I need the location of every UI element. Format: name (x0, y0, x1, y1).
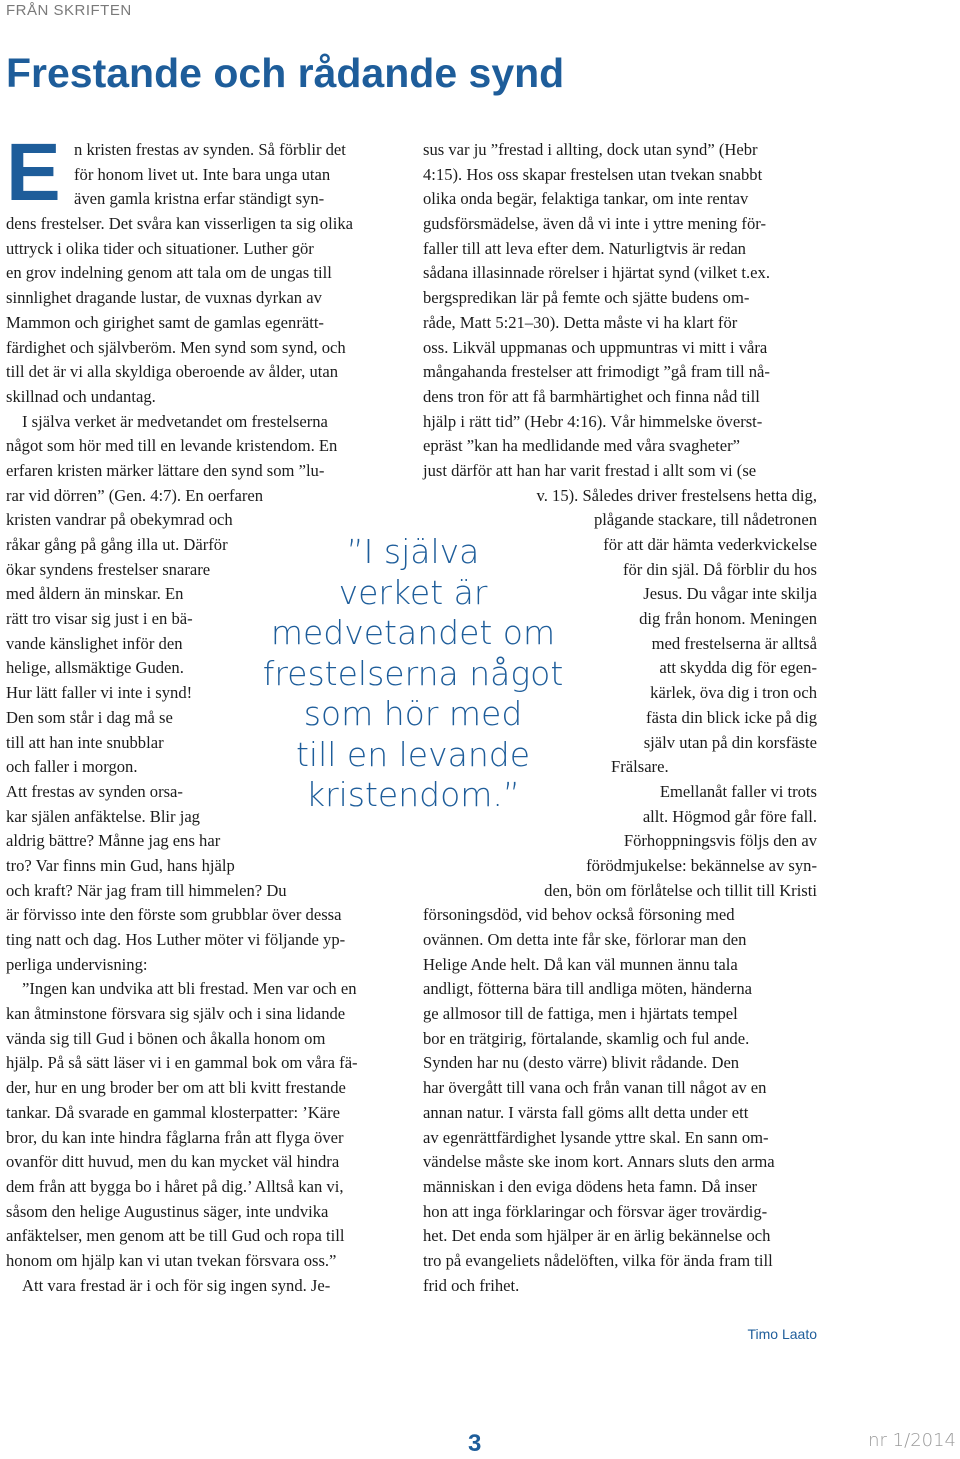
text-line: n kristen frestas av synden. Så förblir det (74, 140, 346, 159)
text-line: har övergått till vana och från vanan till något av en (423, 1078, 767, 1098)
text-line: ge allmosor till de fattiga, men i hjärtats tempel (423, 1004, 738, 1024)
text-line: kristen vandrar på obekymrad och (6, 510, 233, 530)
text-line: ovännen. Om detta inte får ske, förlorar man den (423, 930, 747, 949)
pull-quote-line: ”I själva (346, 532, 480, 571)
text-line: mångahanda frestelser att frimodigt ”gå fram till nå- (423, 362, 770, 382)
text-line: rätt tro visar sig just i en bä- (6, 609, 193, 629)
pull-quote (240, 532, 586, 816)
text-line: bor en trätgirig, förtalande, skamlig och ful ande. (423, 1028, 750, 1048)
text-line: Att frestas av synden orsa- (6, 781, 183, 801)
text-line: vändelse måste ske inom kort. Annars sluts den arma (423, 1152, 775, 1172)
pull-quote-line: verket är (338, 572, 488, 612)
text-line: Hur lätt faller vi inte i synd! (6, 683, 193, 703)
text-line: ting natt och dag. Hos Luther möter vi följande yp- (6, 930, 346, 949)
text-line: råkar gång på gång illa ut. Därför (6, 535, 228, 554)
text-line: den, bön om förlåtelse och tillit till Kristi (544, 880, 817, 900)
text-line: vande känslighet inför den (6, 633, 183, 653)
text-line: med åldern än minskar. En (6, 584, 184, 604)
text-line: dens tron för att få barmhärtighet och finna nåd till (423, 386, 760, 406)
pull-quote-line: som hör med (303, 694, 523, 733)
text-line: aldrig bättre? Månne jag ens har (6, 831, 221, 851)
text-line: med frestelserna är alltså (651, 633, 817, 653)
text-line: förödmjukelse: bekännelse av syn- (586, 855, 817, 875)
text-line: dens frestelser. Det svåra kan visserligen ta sig olika (6, 214, 353, 234)
text-line: själv utan på din korsfäste (643, 732, 817, 752)
text-line: ovanför ditt huvud, men du kan mycket väl hindra (6, 1152, 340, 1172)
text-line: Frälsare. (611, 757, 669, 777)
text-line: hjälp. På så sätt läser vi i en gammal bok om våra fä- (6, 1053, 358, 1073)
text-line: rar vid dörren” (Gen. 4:7). En oerfaren (6, 485, 264, 505)
text-line: helige, allsmäktige Guden. (6, 658, 184, 678)
text-line: sådana illasinnade rörelser i hjärtat synd (vilket t.ex. (423, 263, 770, 283)
text-line: råde, Matt 5:21–30). Detta måste vi ha klart för (423, 312, 738, 332)
page-number: 3 (468, 1430, 482, 1457)
text-line: bror, du kan inte hindra fåglarna från att flyga över (6, 1127, 344, 1147)
text-line: färdighet och självberöm. Men synd som synd, och (6, 337, 346, 357)
text-line: kärlek, öva dig i tron och (650, 683, 817, 703)
text-line: ökar syndens frestelser snarare (6, 559, 211, 579)
text-line: för din själ. Då förblir du hos (622, 559, 817, 579)
text-line: skillnad och undantag. (6, 386, 156, 406)
text-line: något som hör med till en levande kristendom. En (6, 436, 338, 456)
pull-quote-line: till en levande (295, 734, 531, 774)
text-line: tro? Var finns min Gud, hans hjälp (6, 855, 235, 875)
text-line: hon att inga förklaringar och försvar äger trovärdig- (423, 1201, 768, 1221)
text-line: tro på evangeliets nådelöften, vilka för ända fram till (423, 1250, 773, 1270)
text-line: faller till att leva efter dem. Naturligtvis är redan (423, 238, 746, 258)
issue-label: nr 1/2014 (868, 1430, 956, 1451)
text-line: hjälp i rätt tid” (Hebr 4:16). Vår himmelske överst- (423, 411, 763, 431)
text-line: försoningsdöd, vid behov också försoning med (423, 905, 735, 925)
text-line: kar själen anfäktelse. Blir jag (6, 806, 200, 826)
text-line: annan natur. I värsta fall göms allt detta under ett (423, 1102, 749, 1122)
text-line: plågande stackare, till nådetronen (594, 510, 817, 530)
author-byline: Timo Laato (747, 1326, 817, 1342)
text-line: Emellanåt faller vi trots (659, 781, 817, 801)
text-line: oss. Likväl uppmanas och uppmuntras vi mitt i våra (423, 337, 768, 357)
article-title: Frestande och rådande synd (6, 50, 565, 96)
text-line: olika onda begär, felaktiga tankar, om inte rentav (423, 189, 749, 209)
text-line: människan i den eviga dödens heta famn. Då inser (423, 1176, 758, 1196)
text-line: allt. Högmod går före fall. (642, 806, 817, 826)
text-line: till det är vi alla skyldiga oberoende av ålder, utan (6, 362, 339, 382)
text-line: en grov indelning genom att tala om de ungas till (6, 263, 332, 283)
pull-quote-line: frestelserna något (262, 653, 564, 693)
text-line: I själva verket är medvetandet om frestelserna (22, 411, 328, 431)
text-line: även gamla kristna erfar ständigt syn- (74, 189, 325, 209)
text-line: just därför att han har varit frestad i allt som vi (se (423, 460, 757, 480)
text-line: andligt, fötterna bära till andliga möten, händerna (423, 979, 752, 999)
text-line: såsom den helige Augustinus säger, inte undvika (6, 1201, 329, 1221)
text-line: Synden har nu (desto värre) blivit rådande. Den (423, 1053, 740, 1073)
section-label: FRÅN SKRIFTEN (6, 2, 132, 19)
text-line: är förvisso inte den förste som grubblar över dessa (6, 905, 342, 925)
text-line: Att vara frestad är i och för sig ingen synd. Je- (22, 1275, 331, 1295)
text-line: Förhoppningsvis följs den av (623, 831, 817, 851)
text-line: perliga undervisning: (6, 954, 148, 974)
text-line: sinnlighet dragande lustar, de vuxnas dyrkan av (6, 288, 322, 308)
dropcap: E (6, 127, 61, 218)
text-line: fästa din blick icke på dig (646, 707, 817, 727)
text-line: honom om hjälp kan vi utan tvekan försvara oss.” (6, 1250, 337, 1270)
text-line: Jesus. Du vågar inte skilja (643, 584, 817, 604)
text-line: der, hur en ung broder ber om att bli kvitt frestande (6, 1078, 346, 1098)
pull-quote-line: kristendom.” (305, 775, 521, 814)
text-line: och kraft? När jag fram till himmelen? Du (6, 880, 287, 900)
text-line: att skydda dig för egen- (659, 658, 817, 678)
text-line: Mammon och girighet samt de gamlas egenrätt- (6, 312, 324, 332)
text-line: bergspredikan lär på femte och sjätte budens om- (423, 288, 750, 308)
text-line: dig från honom. Meningen (639, 609, 817, 629)
text-line: för honom livet ut. Inte bara unga utan (74, 164, 331, 184)
text-line: dem från att bygga bo i håret på dig.’ Alltså kan vi, (6, 1176, 344, 1196)
text-line: för att där hämta vederkvickelse (603, 535, 817, 554)
text-line: ”Ingen kan undvika att bli frestad. Men var och en (22, 979, 357, 999)
text-line: v. 15). Således driver frestelsens hetta dig, (536, 485, 817, 505)
text-line: vända sig till Gud i bönen och åkalla honom om (6, 1028, 326, 1048)
text-line: epräst ”kan ha medlidande med våra svagheter” (423, 436, 740, 456)
text-line: sus var ju ”frestad i allting, dock utan synd” (Hebr (423, 140, 758, 159)
text-line: av egenrättfärdighet lysande yttre skal. En sann om- (423, 1127, 769, 1147)
text-line: Helige Ande helt. Då kan väl munnen ännu tala (423, 954, 738, 974)
text-line: het. Det enda som hjälper är en ärlig bekännelse och (423, 1226, 771, 1246)
text-line: och faller i morgon. (6, 757, 138, 777)
text-line: frid och frihet. (423, 1275, 520, 1295)
text-line: 4:15). Hos oss skapar frestelsen utan tvekan snabbt (423, 164, 763, 184)
text-line: uttryck i olika tider och situationer. Luther gör (6, 238, 314, 258)
text-line: kan åtminstone försvara sig själv och i sina lidande (6, 1004, 346, 1024)
text-line: Den som står i dag må se (6, 707, 173, 727)
text-line: tankar. Då svarade en gammal klosterpatter: ’Käre (6, 1102, 341, 1122)
pull-quote-line: medvetandet om (270, 613, 556, 652)
text-line: anfäktelser, men genom att be till Gud och ropa till (6, 1226, 345, 1246)
text-line: till att han inte snubblar (6, 732, 164, 752)
text-line: erfaren kristen märker lättare den synd som ”lu- (6, 460, 325, 480)
text-line: gudsförsmädelse, även då vi inte i yttre mening för- (423, 214, 766, 234)
